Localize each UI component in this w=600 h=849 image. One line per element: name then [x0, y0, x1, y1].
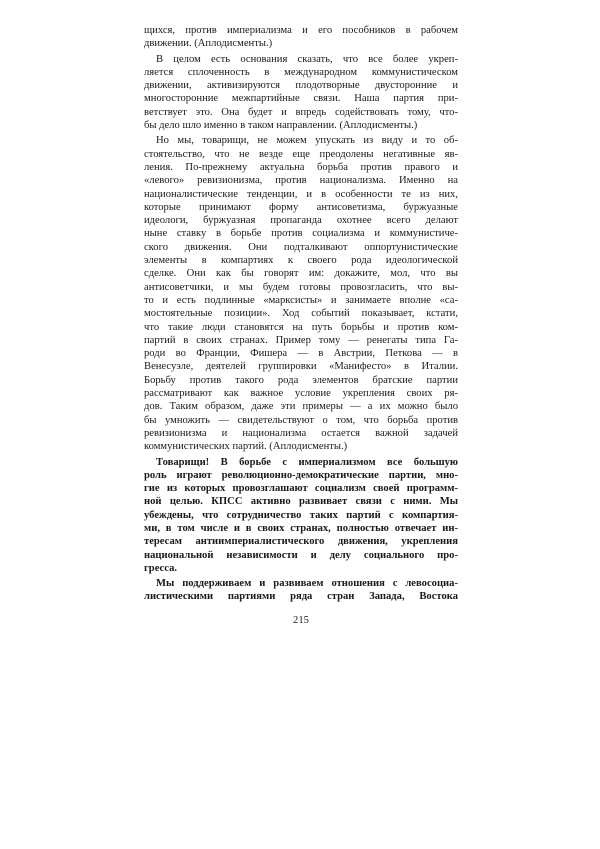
paragraph-left-socialists — [144, 577, 458, 604]
text-line: идеологи, буржуазная пропаганда охотнее всего делают — [144, 215, 458, 227]
text-line: коммунистических партий. (Аплодисменты.) — [144, 441, 348, 453]
text-line: движении, активизируются плодотворные двусторонние и — [144, 80, 458, 92]
text-line: бы умножить — свидетельствуют о том, что борьба против — [144, 414, 458, 426]
text-line: ныне ставку в борьбе против социализма и коммунистиче- — [144, 228, 458, 240]
text-line: мостоятельные позиции». Ход событий показывает, кстати, — [144, 308, 458, 320]
text-line: Венесуэле, деятелей группировки «Манифесто» в Италии. — [144, 361, 458, 373]
text-line: ми, в том числе и в своих странах, полностью отвечает ин- — [144, 522, 458, 534]
text-line: Борьбу против такого рода элементов братские партии — [144, 374, 458, 386]
text-line: ляется сплоченность в международном коммунистическом — [144, 66, 458, 78]
text-line: стоятельство, что не везде еще преодолены негативные яв- — [144, 148, 458, 160]
text-line: Но мы, товарищи, не можем упускать из виду и то об- — [156, 135, 458, 147]
text-line: многосторонние межпартийные связи. Наша партия при- — [144, 93, 458, 105]
text-line: ветствует это. Она будет и впредь содействовать тому, что- — [144, 106, 458, 118]
text-line: элементы в компартиях к своего рода идеологической — [144, 255, 458, 267]
text-line: сделке. Они как бы говорят им: докажите, мол, что вы — [144, 268, 458, 280]
text-line: убеждены, что сотрудничество таких партий с компартия- — [144, 509, 458, 521]
text-line: национальной независимости и делу социального про- — [144, 549, 458, 561]
text-line: рассматривают как важное условие укрепления своих ря- — [144, 388, 458, 400]
text-line: что такие люди становятся на путь борьбы и против ком- — [144, 321, 458, 333]
text-line: Товарищи! В борьбе с империализмом все большую — [156, 456, 458, 468]
text-line: движении. (Аплодисменты.) — [144, 38, 273, 50]
text-line: гие из которых провозглашают социализм своей программ- — [144, 483, 458, 495]
text-line: ского движения. Они подталкивают оппортунистические — [144, 241, 458, 253]
text-line: В целом есть основания сказать, что все более укреп- — [156, 53, 458, 65]
text-line: националистические тенденции, и в особенности те из них, — [144, 188, 458, 200]
text-line: Мы поддерживаем и развиваем отношения с левосоциа- — [156, 578, 458, 590]
text-line: роль играют революционно-демократические партии, мно- — [144, 469, 458, 481]
text-line: ной целью. КПСС активно развивает связи с ними. Мы — [144, 496, 458, 508]
paragraph-continuation — [144, 24, 458, 51]
text-line: антисоветчики, и мы будем готовы провозгласить, что вы- — [144, 281, 458, 293]
text-line: дов. Таким образом, даже эти примеры — а их можно было — [144, 401, 458, 413]
paragraph-revisionism — [144, 134, 458, 453]
text-line: гресса. — [144, 562, 178, 574]
text-line: щихся, против империализма и его пособников в рабочем — [144, 25, 458, 36]
text-line: листическими партиями ряда стран Запада, Востока — [144, 591, 458, 603]
paragraph-cohesion — [144, 53, 458, 133]
text-line: то и есть подлинные «марксисты» и занимаете вполне «са- — [144, 294, 458, 306]
paragraph-revolutionary-democrats — [144, 456, 458, 576]
text-line: бы дело шло именно в таком направлении. (Аплодисменты.) — [144, 120, 418, 132]
text-line: которые принимают форму антисоветизма, буржуазные — [144, 201, 458, 213]
page-number: 215 — [293, 614, 309, 626]
text-line: роди во Франции, Фишера — в Австрии, Петкова — в — [144, 348, 458, 360]
text-line: партий в своих странах. Пример тому — ренегаты типа Га- — [144, 334, 458, 346]
document-page — [144, 24, 458, 627]
text-line: тересам антиимпериалистического движения, укрепления — [144, 536, 458, 548]
text-line: «левого» ревизионизма, против национализма. Именно на — [144, 175, 458, 187]
text-line: ления. По-прежнему актуальна борьба против правого и — [144, 161, 458, 173]
text-line: ревизионизма и национализма остается важной задачей — [144, 427, 458, 439]
